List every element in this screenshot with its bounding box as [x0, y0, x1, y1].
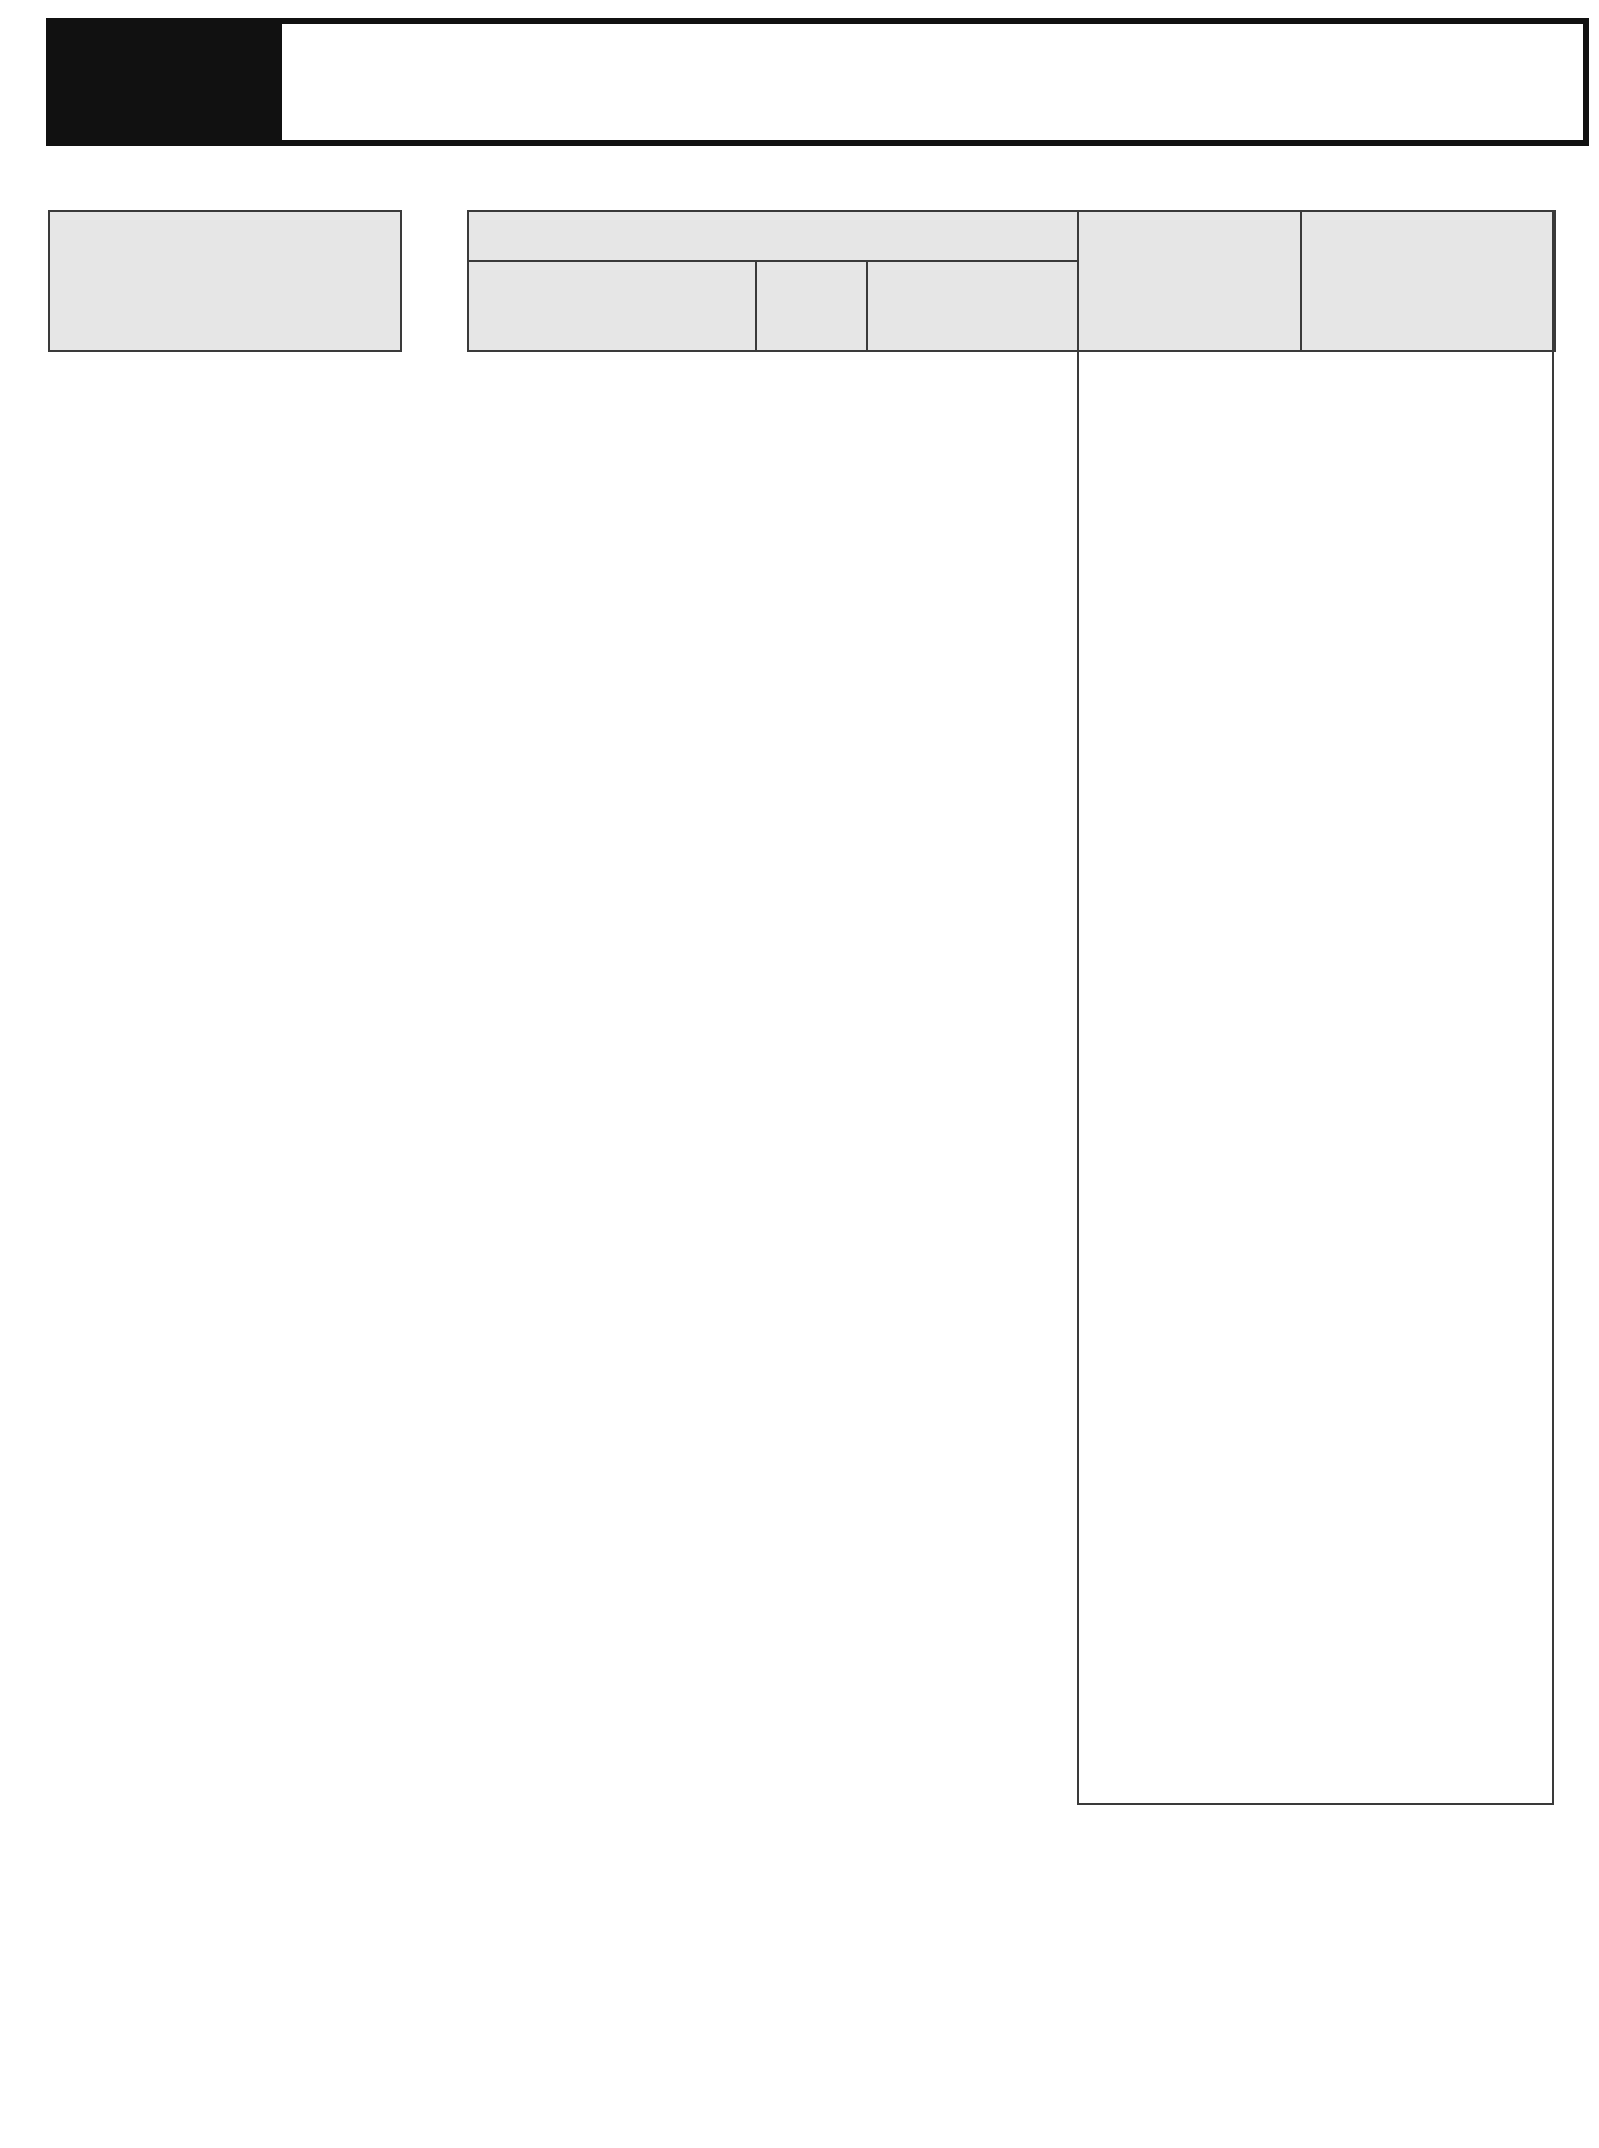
group-header — [468, 211, 1080, 261]
support-table-frame — [1077, 210, 1554, 1805]
section-banner — [46, 18, 1589, 146]
page-title — [282, 24, 1583, 140]
requirement-table — [467, 210, 1081, 352]
col-income-header — [468, 261, 756, 351]
support-table — [1077, 210, 1556, 352]
result-label-table — [48, 210, 402, 352]
left-header — [49, 211, 401, 351]
col-asset-header — [756, 261, 867, 351]
col-tuition-header — [1301, 211, 1555, 351]
col-multi-header — [867, 261, 1080, 351]
section-label — [46, 18, 278, 146]
col-benefit-header — [1078, 211, 1301, 351]
